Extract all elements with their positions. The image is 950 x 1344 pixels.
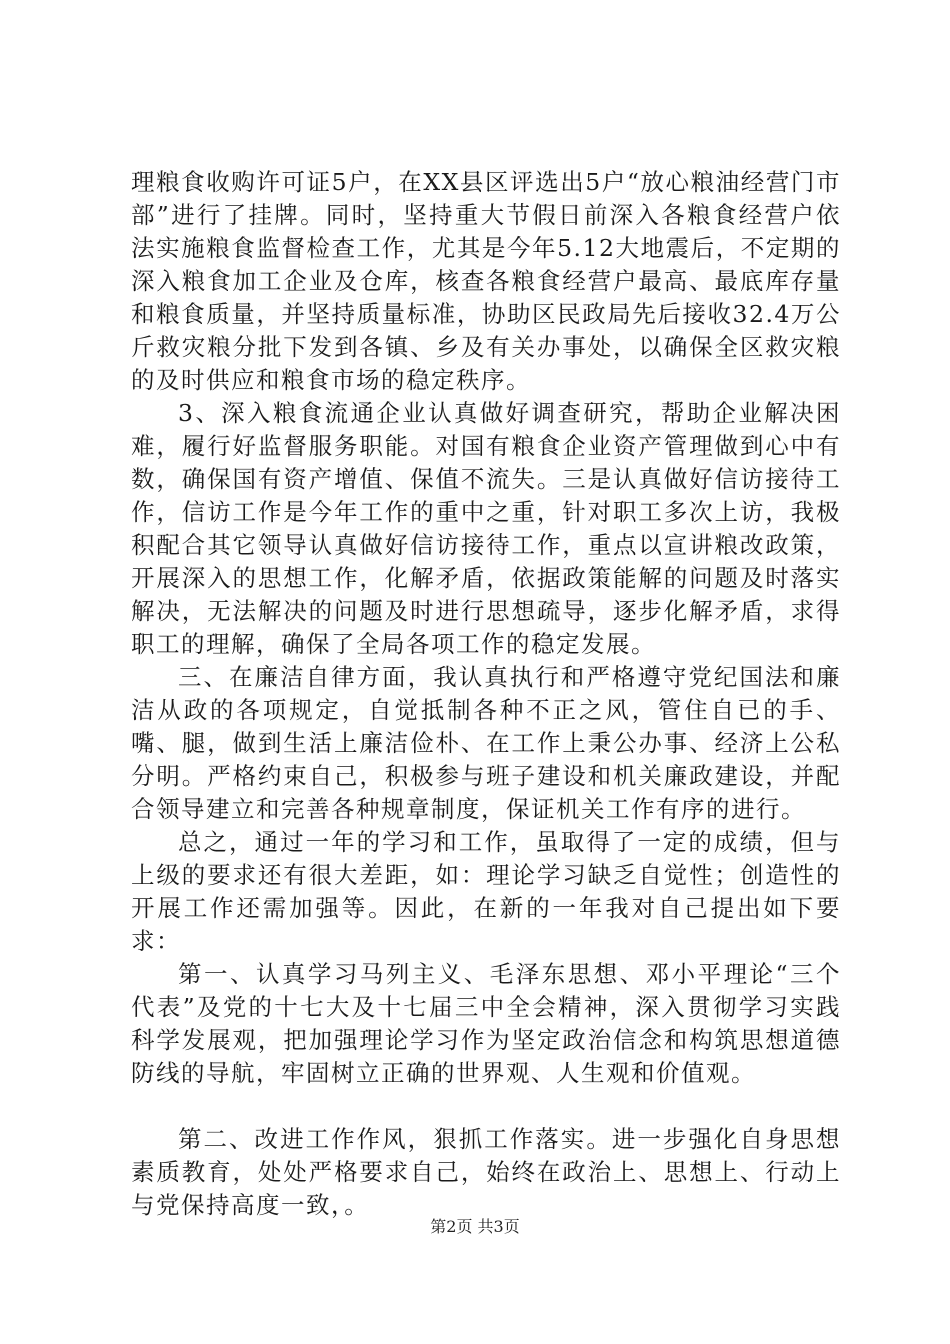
paragraph-requirement-second: 第二、改进工作作风，狠抓工作落实。进一步强化自身思想素质教育，处处严格要求自己，始终在政治上、思想上、行动上与党保持高度一致，。 [131,1125,841,1219]
document-body [131,166,841,1222]
paragraph-spacer [131,1090,841,1123]
paragraph-requirement-first: 第一、认真学习马列主义、毛泽东思想、邓小平理论“三个代表”及党的十七大及十七届三中全会精神，深入贯彻学习实践科学发展观，把加强理论学习作为坚定政治信念和构筑思想道德防线的导航，牢固树立正确的世界观、人生观和价值观。 [131,960,841,1087]
paragraph-summary: 总之，通过一年的学习和工作，虽取得了一定的成绩，但与上级的要求还有很大差距，如：理论学习缺乏自觉性；创造性的开展工作还需加强等。因此，在新的一年我对自己提出如下要求： [131,828,841,955]
page-number-footer: 第2页 共3页 [430,1217,520,1236]
paragraph-investigation-research: 3、深入粮食流通企业认真做好调查研究，帮助企业解决困难，履行好监督服务职能。对国有粮食企业资产管理做到心中有数，确保国有资产增值、保值不流失。三是认真做好信访接待工作，信访工作是今年工作的重中之重，针对职工多次上访，我极积配合其它领导认真做好信访接待工作，重点以宣讲粮改政策，开展深入的思想工作，化解矛盾，依据政策能解的问题及时落实解决，无法解决的问题及时进行思想疏导，逐步化解矛盾，求得职工的理解，确保了全局各项工作的稳定发展。 [131,399,841,658]
paragraph-grain-permits: 理粮食收购许可证5户，在XX县区评选出5户“放心粮油经营门市部”进行了挂牌。同时，坚持重大节假日前深入各粮食经营户依法实施粮食监督检查工作，尤其是今年5.12大地震后，不定期的深入粮食加工企业及仓库，核查各粮食经营户最高、最底库存量和粮食质量，并坚持质量标准，协助区民政局先后接收32.4万公斤救灾粮分批下发到各镇、乡及有关办事处，以确保全区救灾粮的及时供应和粮食市场的稳定秩序。 [131,168,841,394]
paragraph-integrity: 三、在廉洁自律方面，我认真执行和严格遵守党纪国法和廉洁从政的各项规定，自觉抵制各种不正之风，管住自已的手、嘴、腿，做到生活上廉洁俭朴、在工作上秉公办事、经济上公私分明。严格约束自己，积极参与班子建设和机关廉政建设，并配合领导建立和完善各种规章制度，保证机关工作有序的进行。 [131,663,841,823]
